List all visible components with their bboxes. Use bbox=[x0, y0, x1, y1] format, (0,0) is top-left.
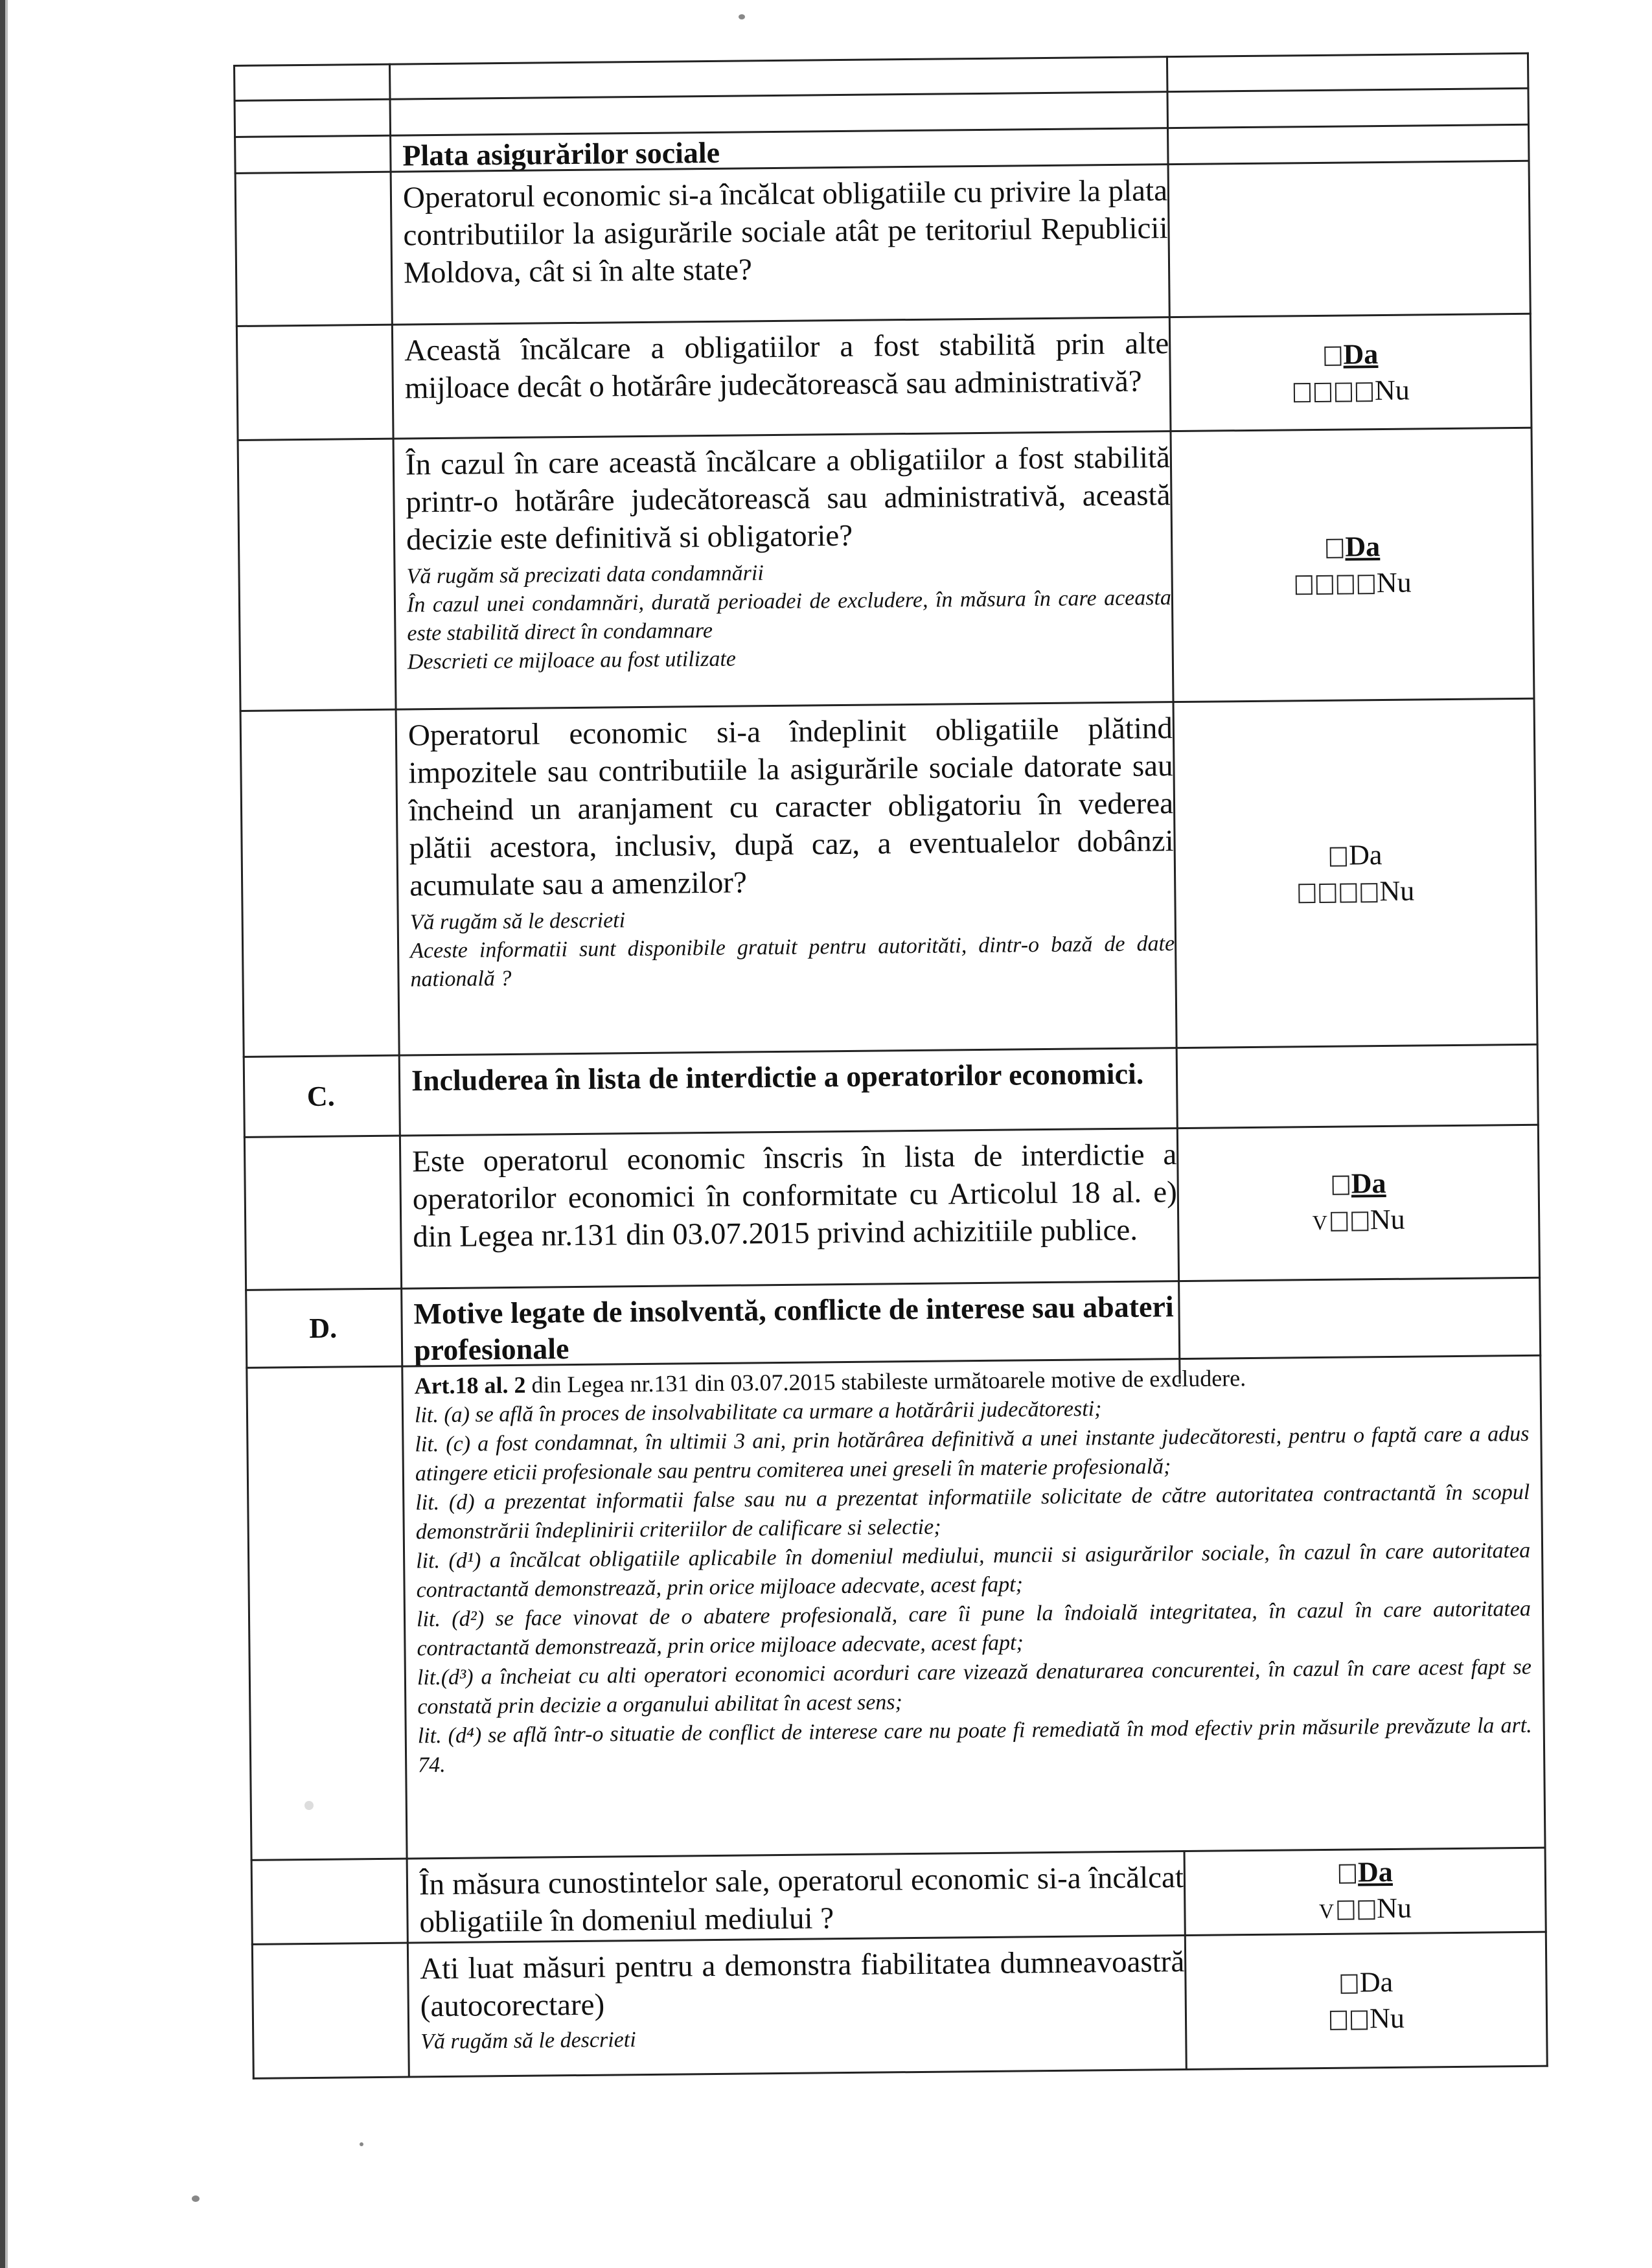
table-row-q7 bbox=[251, 1931, 1548, 2079]
note-describe: Vă rugăm să le descrieti bbox=[409, 908, 626, 935]
scan-speck bbox=[360, 2142, 363, 2146]
law-item: lit. (c) a fost condamnat, în ultimii 3 ani, prin hotărârea definitivă a unei instante judecătoresti, pentru o faptă care a adus atingere eticii profesionale sau pentru comiterea unei greseli în materie profesională; bbox=[415, 1421, 1530, 1486]
option-nu-label: Nu bbox=[1376, 566, 1412, 599]
checkbox-nu[interactable] bbox=[1360, 883, 1377, 902]
question-self-correction: Ati luat măsuri pentru a demonstra fiabilitatea dumneavoastră (autocorectare) bbox=[419, 1945, 1185, 2024]
checkbox-da[interactable] bbox=[1326, 538, 1343, 558]
option-nu-label: Nu bbox=[1376, 1892, 1412, 1925]
option-nu[interactable] bbox=[1328, 2000, 1405, 2037]
question-interdiction-list: Este operatorul economic înscris în lista de interdictie a operatorilor economici în conformitate cu Articolul 18 al. e) din Legea nr.131 din 03.07.2015 privind achizitiile publice. bbox=[412, 1138, 1178, 1254]
question-environment: În măsura cunostintelor sale, operatorul economic si-a încălcat obligatiile în domeniul mediului ? bbox=[419, 1861, 1184, 1940]
answer-options-q2 bbox=[1182, 315, 1520, 430]
checkbox-icon bbox=[1319, 883, 1336, 902]
option-nu-label: Nu bbox=[1370, 1203, 1405, 1236]
note-means-used: Descrieti ce mijloace au fost utilizate bbox=[407, 647, 737, 674]
law-text-block bbox=[414, 1360, 1532, 1780]
answer-options-q6 bbox=[1197, 1849, 1534, 1934]
note-conviction-date: Vă rugăm să precizati data condamnării bbox=[406, 561, 764, 589]
answer-options-q5 bbox=[1189, 1126, 1528, 1280]
option-da[interactable] bbox=[1337, 1854, 1393, 1891]
law-item: lit.(d³) a încheiat cu alti operatori economici acorduri care vizează denaturarea concurentei, în cazul în care acest fapt se constată prin decizie a organului abilitat în acest sens; bbox=[417, 1655, 1532, 1719]
option-da-label: Da bbox=[1351, 1167, 1386, 1200]
question-social-contributions: Operatorul economic si-a încălcat obligatiile cu privire la plata contributiilor la asigurările sociale atât pe teritoriul Republicii Moldova, cât si în alte state? bbox=[402, 174, 1168, 290]
law-item: lit. (d¹) a încălcat obligatiile aplicabile în domeniul mediului, muncii si asigurărilor sociale, în cazul în care autoritatea contractantă demonstrează, prin orice mijloace adecvate, acest fapt; bbox=[416, 1538, 1531, 1603]
section-label-c: C. bbox=[306, 1080, 335, 1112]
checkbox-nu[interactable] bbox=[1351, 2010, 1368, 2030]
option-nu-label: Nu bbox=[1369, 2002, 1405, 2035]
table-row-q5 bbox=[244, 1124, 1541, 1289]
option-nu[interactable] bbox=[1294, 564, 1412, 602]
checkbox-icon bbox=[1316, 575, 1333, 594]
section-heading-d: Motive legate de insolventă, conflicte de interese sau abateri profesionale bbox=[413, 1290, 1174, 1367]
scan-speck bbox=[192, 2195, 200, 2202]
option-da[interactable] bbox=[1328, 837, 1382, 874]
note-database: Aceste informatii sunt disponibile gratuit pentru autorităti, dintr-o bază de date natională ? bbox=[409, 932, 1175, 992]
checkbox-da[interactable] bbox=[1330, 847, 1347, 866]
option-da-label: Da bbox=[1345, 530, 1381, 563]
question-decision-final: În cazul în care această încălcare a obligatiilor a fost stabilită printr-o hotărâre judecătorească sau administrativă, această decizie este definitivă si obligatorie? bbox=[405, 441, 1171, 557]
option-da-label: Da bbox=[1348, 838, 1382, 871]
checkbox-icon bbox=[1335, 382, 1352, 402]
table-row-section-c bbox=[243, 1044, 1539, 1136]
option-da-label: Da bbox=[1343, 338, 1379, 371]
answer-options-q7 bbox=[1197, 1933, 1535, 2068]
checkbox-da[interactable] bbox=[1341, 1974, 1358, 1993]
checkbox-da[interactable] bbox=[1324, 346, 1341, 365]
law-reference-text: din Legea nr.131 din 03.07.2015 stabileste următoarele motive de excludere. bbox=[525, 1365, 1246, 1398]
law-item: lit. (a) se află în proces de insolvabilitate ca urmare a hotărârii judecătoresti; bbox=[414, 1397, 1102, 1428]
checkbox-icon bbox=[1296, 575, 1313, 595]
checkbox-nu[interactable] bbox=[1358, 1900, 1375, 1919]
option-nu-label: Nu bbox=[1379, 875, 1415, 907]
checkbox-icon bbox=[1314, 382, 1331, 402]
option-nu[interactable] bbox=[1312, 1202, 1405, 1241]
table-row-q4 bbox=[240, 698, 1539, 1056]
table-row-q6 bbox=[251, 1847, 1547, 1943]
table-row-law-text bbox=[246, 1355, 1546, 1859]
checkbox-da[interactable] bbox=[1333, 1176, 1349, 1195]
table-row-q3 bbox=[237, 427, 1535, 710]
option-nu[interactable] bbox=[1296, 873, 1414, 910]
law-reference-article: Art.18 al. 2 bbox=[414, 1371, 526, 1399]
question-block-q4 bbox=[408, 709, 1175, 994]
option-da[interactable] bbox=[1324, 529, 1380, 566]
scan-left-shadow bbox=[5, 0, 8, 2268]
checkbox-nu[interactable] bbox=[1358, 575, 1375, 594]
checkbox-icon bbox=[1330, 2011, 1347, 2030]
checkbox-icon bbox=[1331, 1212, 1348, 1231]
answer-options-q4 bbox=[1186, 700, 1526, 1047]
answer-options-q3 bbox=[1183, 429, 1522, 701]
question-block-q7 bbox=[420, 1943, 1186, 2056]
option-da[interactable] bbox=[1322, 336, 1378, 373]
question-obligations-fulfilled: Operatorul economic si-a îndeplinit obligatiile plătind impozitele sau contributiile la asigurările sociale datorate sau încheind un aranjament cu caracter obligatoriu în vederea plătii acestora, inclusiv, după caz, a eventualelor dobânzi acumulate sau a amenzilor? bbox=[407, 711, 1174, 903]
note-describe: Vă rugăm să le descrieti bbox=[420, 2028, 636, 2054]
law-item: lit. (d) a prezentat informatii false sau nu a prezentat informatiile solicitate de către autoritatea contractantă în scopul demonstrării îndeplinirii criteriilor de calificare si selectie; bbox=[415, 1480, 1530, 1544]
checkbox-icon bbox=[1294, 383, 1311, 402]
section-heading-c: Includerea în lista de interdictie a operatorilor economici. bbox=[411, 1057, 1144, 1097]
note-exclusion-period: În cazul unei condamnări, durată perioadei de excludere, în măsura în care aceasta este stabilită direct în condamnare bbox=[406, 586, 1172, 646]
checkbox-icon bbox=[1337, 1901, 1354, 1920]
option-da[interactable] bbox=[1331, 1165, 1386, 1202]
check-mark-icon: V bbox=[1312, 1210, 1328, 1235]
check-mark-icon: V bbox=[1318, 1899, 1335, 1923]
section-label-d: D. bbox=[309, 1312, 338, 1344]
checkbox-icon bbox=[1340, 883, 1357, 902]
option-da-label: Da bbox=[1357, 1855, 1393, 1888]
question-other-means: Această încălcare a obligatiilor a fost stabilită prin alte mijloace decât o hotărâre judecătorească sau administrativă? bbox=[404, 326, 1169, 406]
checkbox-icon bbox=[1298, 884, 1315, 903]
scan-left-edge bbox=[0, 0, 5, 2268]
law-item: lit. (d⁴) se află într-o situatie de conflict de interese care nu poate fi remediată în mod efectiv prin măsurile prevăzute la art. 74. bbox=[417, 1713, 1532, 1778]
option-nu[interactable] bbox=[1292, 372, 1410, 409]
option-da-label: Da bbox=[1359, 1965, 1394, 1999]
scan-speck bbox=[739, 14, 745, 19]
checkbox-nu[interactable] bbox=[1351, 1211, 1368, 1231]
table-row-q2 bbox=[236, 313, 1533, 439]
question-block-q3 bbox=[406, 439, 1172, 676]
option-da[interactable] bbox=[1339, 1964, 1394, 2001]
checkbox-icon bbox=[1337, 575, 1354, 594]
option-nu[interactable] bbox=[1319, 1890, 1412, 1929]
checkbox-nu[interactable] bbox=[1356, 382, 1373, 402]
table-row-q1 bbox=[235, 160, 1532, 325]
form-table bbox=[233, 52, 1548, 2079]
section-heading-plata: Plata asigurărilor sociale bbox=[402, 135, 720, 172]
option-nu-label: Nu bbox=[1374, 374, 1410, 406]
law-item: lit. (d²) se face vinovat de o abatere profesională, care îi pune la îndoială integritatea, în cazul în care autoritatea contractantă demonstrează, prin orice mijloace adecvate, acest fapt; bbox=[416, 1596, 1532, 1661]
checkbox-da[interactable] bbox=[1339, 1864, 1356, 1883]
table-row-section-d bbox=[245, 1277, 1541, 1367]
